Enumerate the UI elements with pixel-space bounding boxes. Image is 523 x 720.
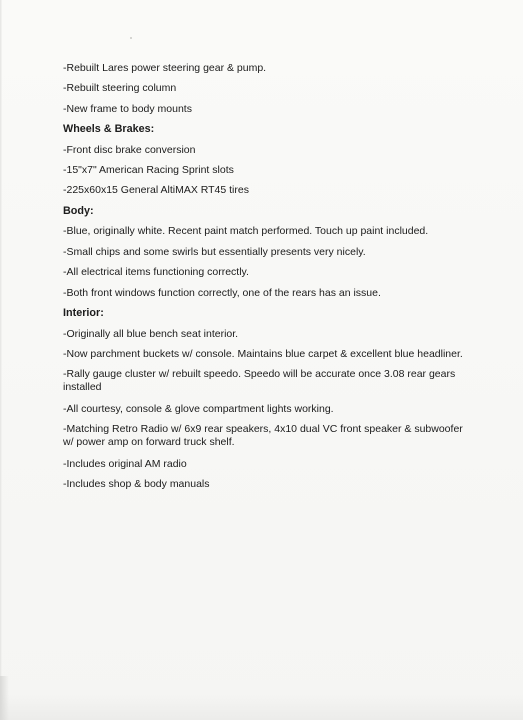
page-left-edge	[0, 0, 2, 720]
retro-radio-line: -Matching Retro Radio w/ 6x9 rear speakers, 4x10 dual VC front speaker & subwoofer w/ power amp on forward truck shelf.	[63, 423, 463, 448]
electrical-line: -All electrical items functioning correctly.	[63, 266, 249, 278]
gauge-cluster-line: -Rally gauge cluster w/ rebuilt speedo. Speedo will be accurate once 3.08 rear gears installed	[63, 368, 456, 393]
paint-line: -Blue, originally white. Recent paint match performed. Touch up paint included.	[63, 225, 429, 237]
wheels-line: -15"x7" American Racing Sprint slots	[63, 164, 234, 176]
scan-dust-mark	[130, 37, 132, 39]
page-corner-shadow	[0, 676, 9, 720]
original-interior-line: -Originally all blue bench seat interior.	[63, 328, 239, 340]
tires-line: -225x60x15 General AltiMAX RT45 tires	[63, 184, 249, 196]
steering-column-line: -Rebuilt steering column	[63, 82, 177, 94]
chips-swirls-line: -Small chips and some swirls but essentially presents very nicely.	[63, 246, 366, 258]
windows-line: -Both front windows function correctly, one of the rears has an issue.	[63, 287, 381, 299]
courtesy-lights-line: -All courtesy, console & glove compartment lights working.	[63, 403, 334, 415]
interior-heading: Interior:	[63, 307, 104, 319]
manuals-line: -Includes shop & body manuals	[63, 478, 210, 490]
body-heading: Body:	[63, 205, 94, 217]
page-bottom-shadow	[0, 694, 523, 720]
steering-gear-line: -Rebuilt Lares power steering gear & pump.	[63, 62, 267, 74]
buckets-console-line: -Now parchment buckets w/ console. Maintains blue carpet & excellent blue headliner.	[63, 348, 463, 360]
body-mounts-line: -New frame to body mounts	[63, 103, 192, 115]
wheels-brakes-heading: Wheels & Brakes:	[63, 123, 155, 135]
disc-brake-line: -Front disc brake conversion	[63, 144, 196, 156]
am-radio-line: -Includes original AM radio	[63, 458, 187, 470]
